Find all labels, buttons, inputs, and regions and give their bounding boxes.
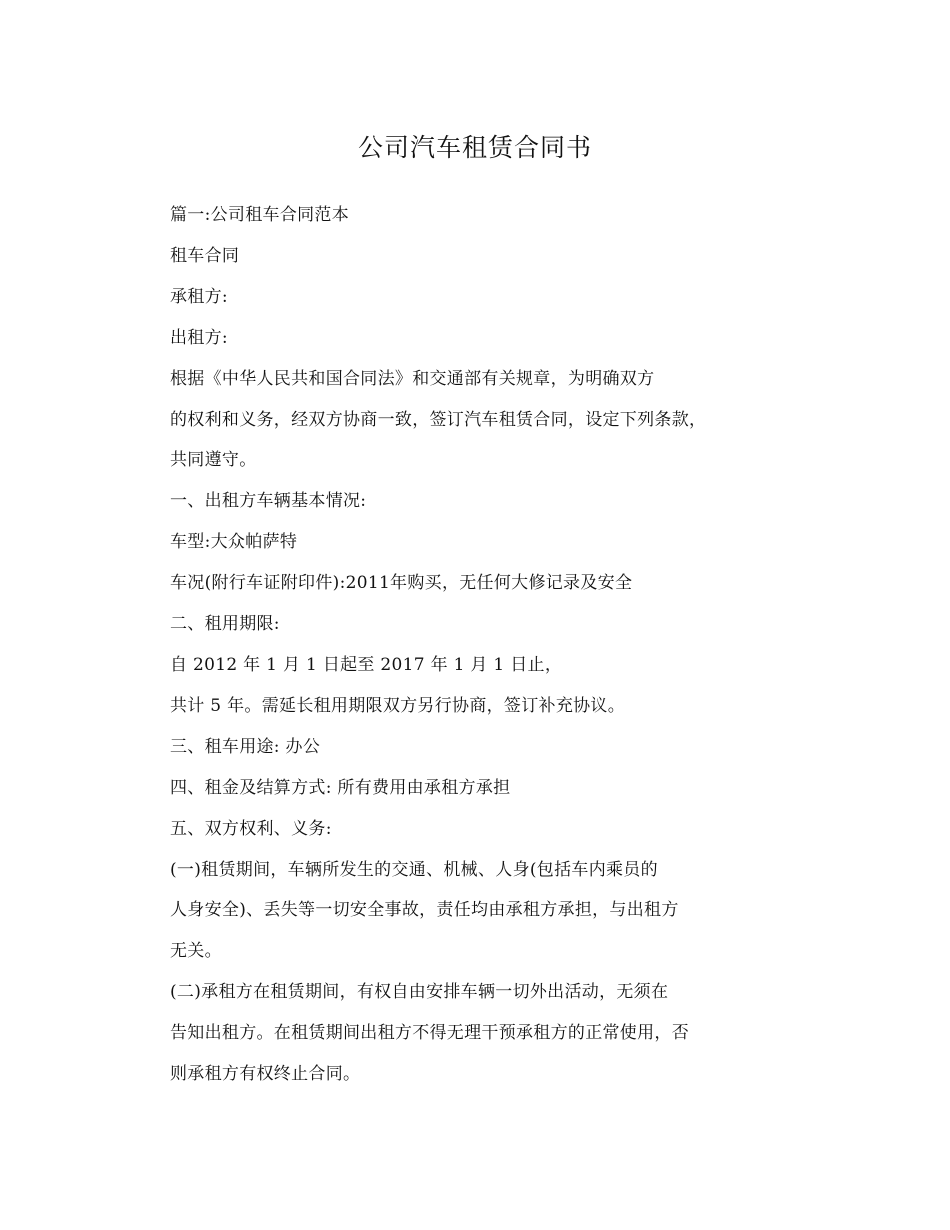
text-line: 共同遵守。 <box>170 450 257 471</box>
text-line: 一、出租方车辆基本情况: <box>170 491 367 512</box>
text-line: 承租方: <box>170 286 228 307</box>
text-line: 告知出租方。在租赁期间出租方不得无理干预承租方的正常使用，否 <box>170 1023 689 1044</box>
text-line: 的权利和义务，经双方协商一致，签订汽车租赁合同，设定下列条款， <box>170 409 707 430</box>
text-line: 车型:大众帕萨特 <box>170 532 298 553</box>
document-body <box>170 195 810 1095</box>
text-line: 自 2012 年 1 月 1 日起至 2017 年 1 月 1 日止， <box>170 654 563 675</box>
text-line: 五、双方权利、义务: <box>170 818 332 839</box>
text-line: (二)承租方在租赁期间，有权自由安排车辆一切外出活动，无须在 <box>170 982 669 1003</box>
text-line: 无关。 <box>170 941 222 962</box>
text-line: 车况(附行车证附印件):2011年购买，无任何大修记录及安全 <box>170 573 633 594</box>
text-line: (一)租赁期间，车辆所发生的交通、机械、人身(包括车内乘员的 <box>170 859 658 880</box>
text-line: 人身安全)、丢失等一切安全事故，责任均由承租方承担，与出租方 <box>170 900 679 921</box>
text-line: 三、租车用途: 办公 <box>170 736 321 757</box>
text-line: 篇一:公司租车合同范本 <box>170 205 350 225</box>
text-line: 则承租方有权终止合同。 <box>170 1064 361 1085</box>
text-line: 共计 5 年。需延长租用期限双方另行协商，签订补充协议。 <box>170 695 626 716</box>
text-line: 四、租金及结算方式: 所有费用由承租方承担 <box>170 777 511 798</box>
text-line: 二、租用期限: <box>170 614 280 635</box>
text-line: 租车合同 <box>170 245 240 266</box>
document-title: 公司汽车租赁合同书 <box>357 133 592 162</box>
text-line: 根据《中华人民共和国合同法》和交通部有关规章，为明确双方 <box>170 368 655 389</box>
text-line: 出租方: <box>170 327 228 348</box>
